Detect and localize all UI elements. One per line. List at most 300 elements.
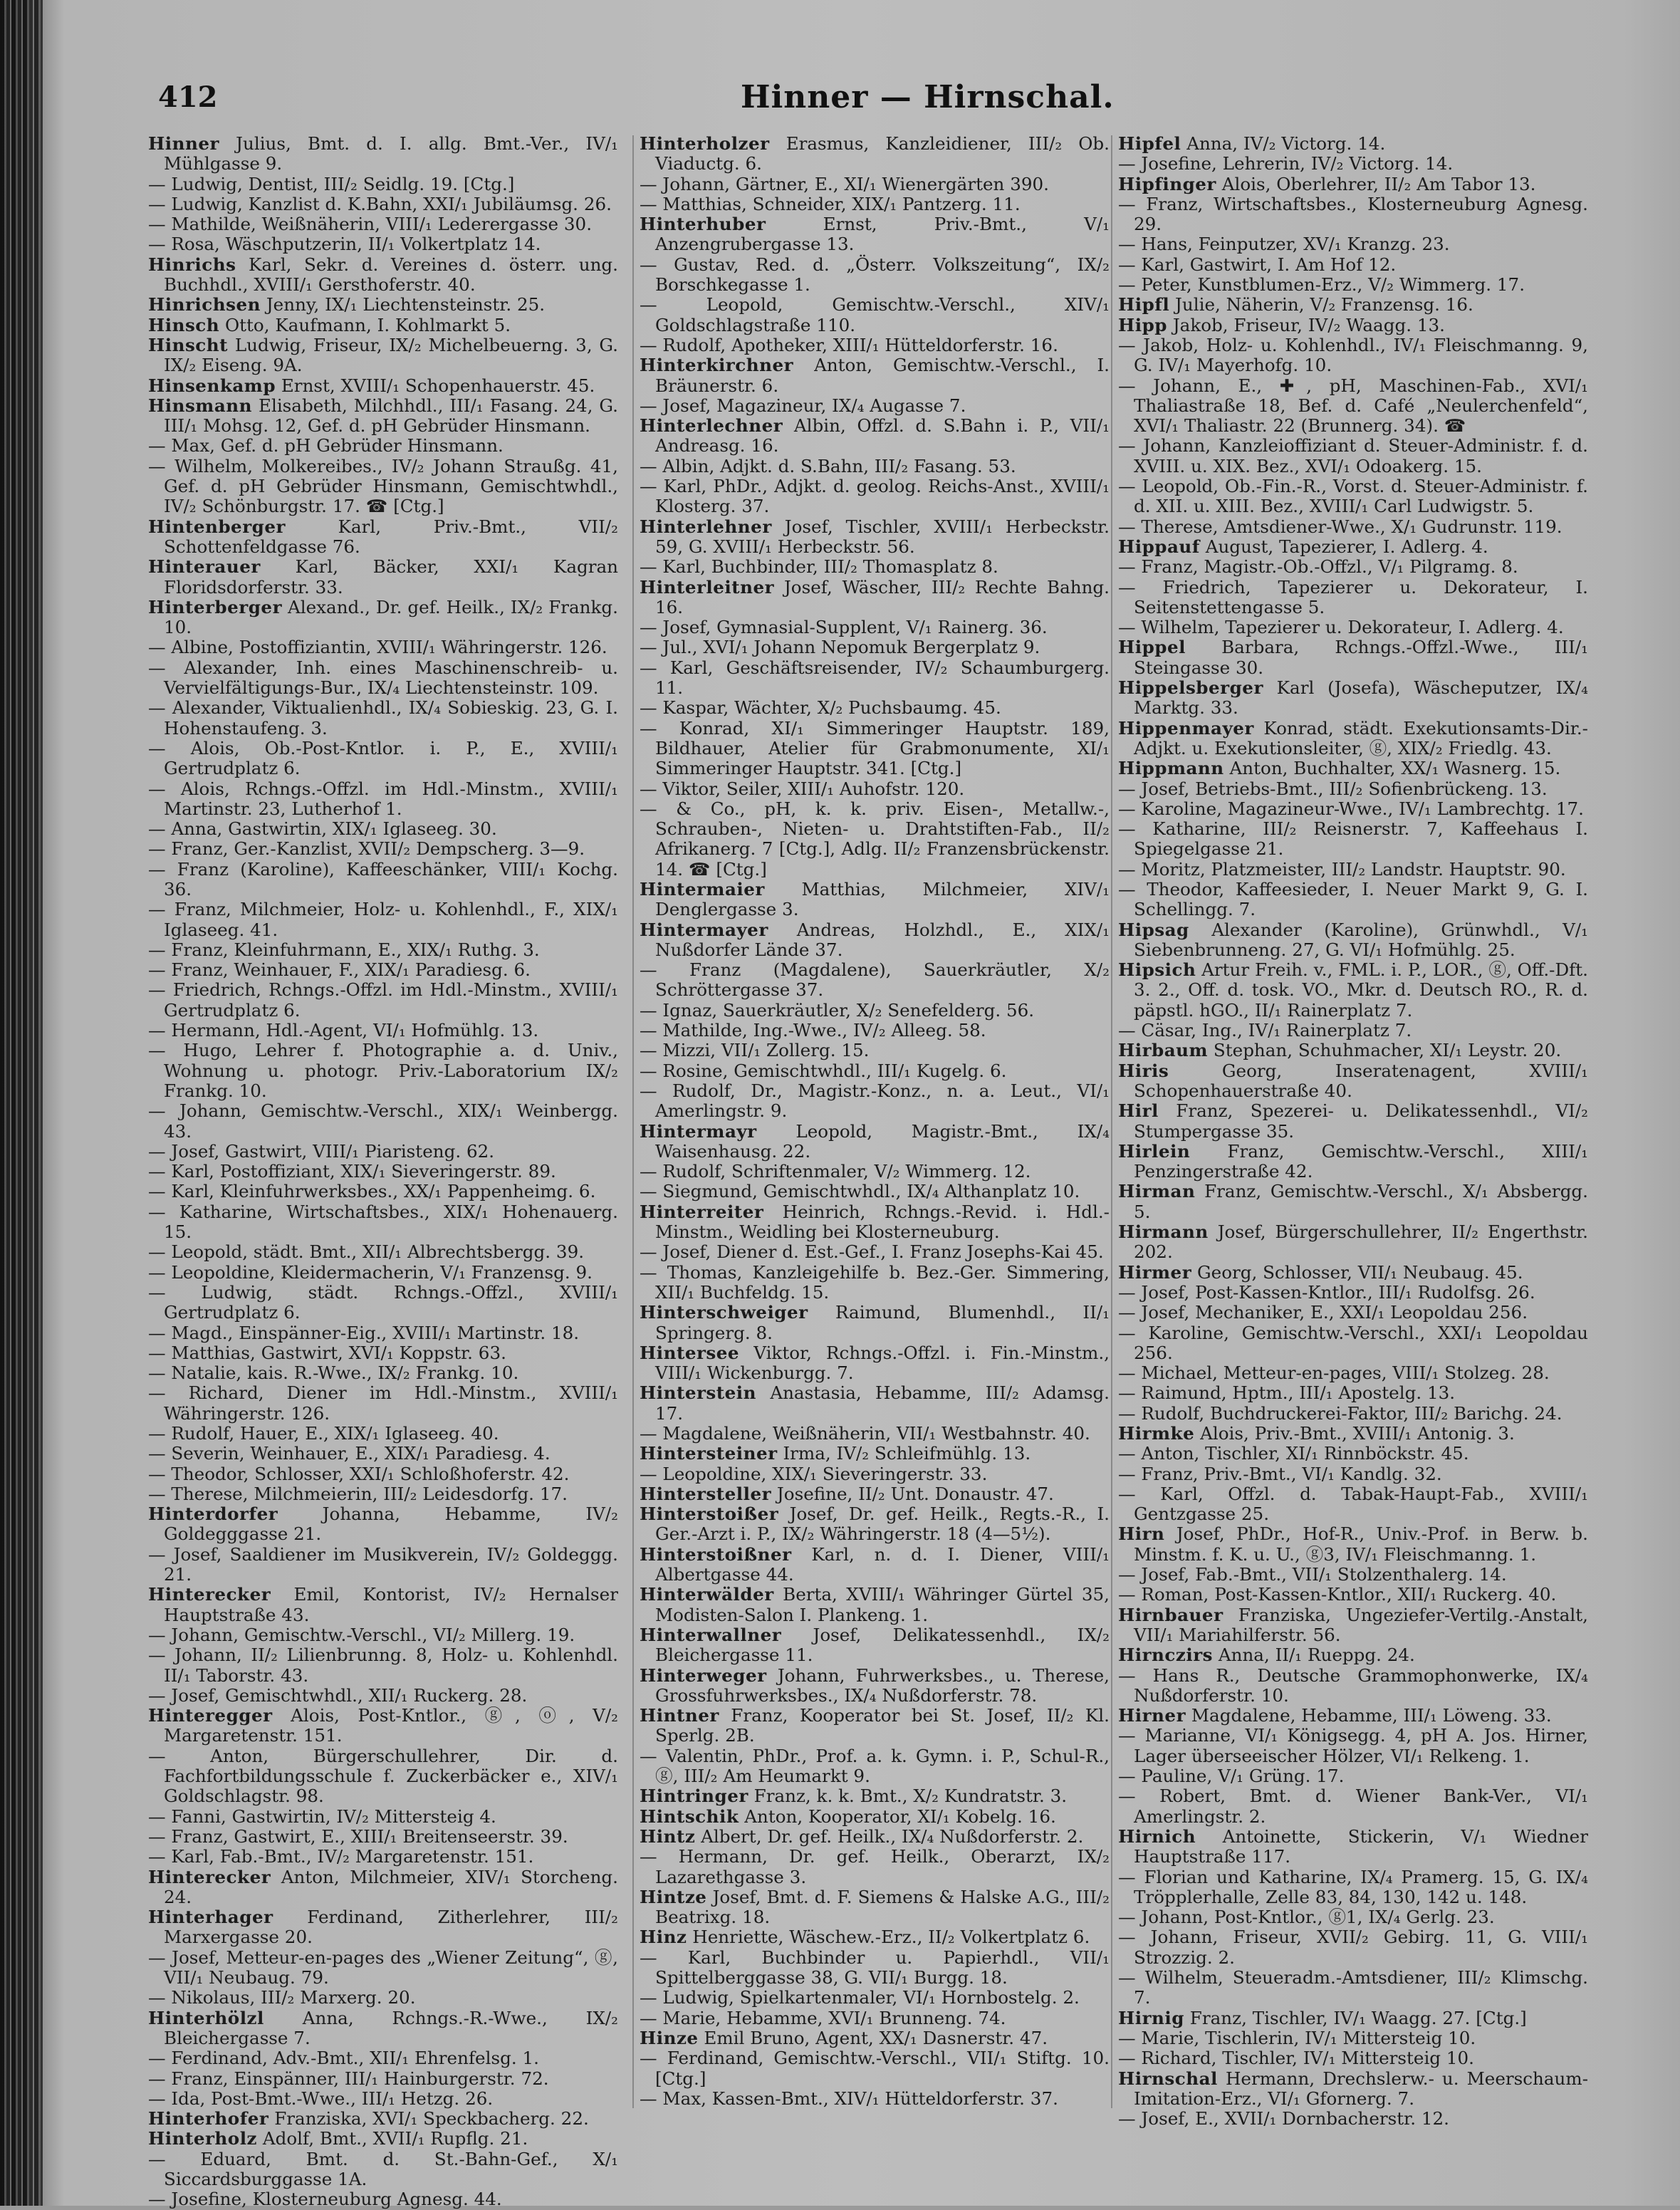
directory-entry: [148, 900, 618, 940]
entry-details: Stephan, Schuhmacher, XI/₁ Leystr. 20.: [1213, 1040, 1562, 1061]
directory-entry: [148, 1907, 618, 1948]
directory-entry: [640, 1001, 1110, 1021]
directory-entry: [640, 1807, 1110, 1827]
entry-details: — Albin, Adjkt. d. S.Bahn, III/₂ Fasang. 53.: [640, 455, 1016, 476]
directory-entry: [640, 2008, 1110, 2028]
column-divider: [1111, 135, 1112, 2108]
entry-details: — Natalie, kais. R.-Wwe., IX/₂ Frankg. 10.: [148, 1362, 519, 1384]
entry-surname: Hinz: [640, 1927, 687, 1948]
directory-entry: [640, 1847, 1110, 1887]
directory-entry: [1118, 1766, 1588, 1786]
directory-entry: [148, 2109, 618, 2129]
entry-details: — Gustav, Red. d. „Österr. Volkszeitung“, IX/₂ Borschkegasse 1.: [640, 254, 1110, 296]
directory-entry: [1118, 1424, 1588, 1444]
directory-entry: [640, 1081, 1110, 1122]
entry-details: — Karl, PhDr., Adjkt. d. geolog. Reichs-Anst., XVIII/₁ Klosterg. 37.: [640, 476, 1110, 517]
directory-entry: [1118, 1484, 1588, 1525]
directory-entry: [148, 860, 618, 900]
directory-entry: [148, 1424, 618, 1444]
entry-surname: Hinterecker: [148, 1584, 271, 1605]
book-spine: [0, 0, 43, 2206]
entry-details: — Matthias, Gastwirt, XVI/₁ Koppstr. 63.: [148, 1342, 506, 1363]
directory-entry: [1118, 1283, 1588, 1303]
entry-details: — Cäsar, Ing., IV/₁ Rainerplatz 7.: [1118, 1020, 1412, 1041]
entry-details: Josef, Dr. gef. Heilk., Regts.-R., I. Ger.-Arzt i. P., IX/₂ Währingerstr. 18 (4—5½).: [655, 1503, 1110, 1545]
directory-entry: [148, 214, 618, 234]
directory-entry: [148, 1746, 618, 1807]
directory-entry: [640, 1504, 1110, 1545]
entry-details: — Josefine, Lehrerin, IV/₂ Victorg. 14.: [1118, 153, 1454, 174]
entry-details: Viktor, Rchngs.-Offzl. i. Fin.-Minstm., VIII/₁ Wickenburgg. 7.: [655, 1342, 1110, 1384]
entry-details: — Wilhelm, Tapezierer u. Dekorateur, I. Adlerg. 4.: [1118, 617, 1564, 638]
directory-entry: [640, 214, 1110, 255]
directory-entry: [1118, 1383, 1588, 1403]
entry-details: — Therese, Amtsdiener-Wwe., X/₁ Gudrunstr. 119.: [1118, 516, 1562, 537]
directory-entry: [1118, 960, 1588, 1021]
entry-details: Albert, Dr. gef. Heilk., IX/₄ Nußdorferstr. 2.: [701, 1825, 1084, 1847]
entry-surname: Hipp: [1118, 314, 1167, 335]
entry-details: — Anna, Gastwirtin, XIX/₁ Iglaseeg. 30.: [148, 818, 497, 840]
entry-surname: Hinterstoißer: [640, 1503, 779, 1525]
directory-entry: [148, 1867, 618, 1908]
directory-entry: [640, 194, 1110, 214]
entry-details: — Therese, Milchmeierin, III/₂ Leidesdorfg. 17.: [148, 1483, 568, 1504]
entry-details: Barbara, Rchngs.-Offzl.-Wwe., III/₁ Steingasse 30.: [1134, 637, 1588, 678]
entry-details: — Konrad, XI/₁ Simmeringer Hauptstr. 189, Bildhauer, Atelier für Grabmonumente, XI/₁ Simmeringer Hauptstr. 341. [Ctg.]: [640, 717, 1110, 779]
entry-details: — Karoline, Gemischtw.-Verschl., XXI/₁ Leopoldau 256.: [1118, 1322, 1588, 1363]
entry-surname: Hintermaier: [640, 878, 765, 900]
entry-details: Konrad, städt. Exekutionsamts-Dir.-Adjkt. u. Exekutionsleiter, ⓖ, XIX/₂ Friedlg. 43.: [1134, 717, 1588, 759]
directory-entry: [640, 1041, 1110, 1060]
entry-details: — Theodor, Kaffeesieder, I. Neuer Markt 9, G. I. Schellingg. 7.: [1118, 878, 1588, 920]
directory-entry: [148, 2008, 618, 2049]
directory-entry: [148, 1847, 618, 1867]
entry-details: — Ludwig, Dentist, III/₂ Seidlg. 19. [Ctg.]: [148, 173, 515, 194]
directory-entry: [148, 134, 618, 174]
entry-details: Franz, Kooperator bei St. Josef, II/₂ Kl. Sperlg. 2B.: [655, 1705, 1110, 1746]
directory-entry: [1118, 1726, 1588, 1766]
entry-details: — Leopold, städt. Bmt., XII/₁ Albrechtsbergg. 39.: [148, 1241, 585, 1263]
directory-entry: [640, 396, 1110, 416]
entry-details: — Franz (Karoline), Kaffeeschänker, VIII/₁ Kochg. 36.: [148, 858, 618, 900]
entry-surname: Hinterberger: [148, 596, 283, 617]
directory-entry: [148, 1686, 618, 1706]
entry-surname: Hinterstoißner: [640, 1543, 792, 1565]
directory-entry: [1118, 557, 1588, 577]
directory-entry: [148, 1323, 618, 1343]
entry-details: Heinrich, Rchngs.-Revid. i. Hdl.-Minstm., Weidling bei Klosterneuburg.: [655, 1201, 1110, 1243]
directory-entry: [1118, 1605, 1588, 1646]
directory-entry: [148, 517, 618, 558]
entry-details: Artur Freih. v., FML. i. P., LOR., ⓖ, Off.-Dft. 3. 2., Off. d. tosk. VO., Mkr. d. Deutsch RO., R. d. päpstl. hGO., II/₁ Rainerplatz 7.: [1134, 959, 1588, 1021]
entry-details: — Alexander, Inh. eines Maschinenschreib- u. Vervielfältigungs-Bur., IX/₄ Liechtensteinstr. 109.: [148, 657, 618, 699]
entry-details: — Siegmund, Gemischtwhdl., IX/₄ Althanplatz 10.: [640, 1181, 1080, 1202]
entry-surname: Hinterlechner: [640, 415, 783, 437]
entry-details: — Ferdinand, Gemischtw.-Verschl., VII/₁ Stiftg. 10. [Ctg.]: [640, 2048, 1110, 2089]
directory-entry: [1118, 719, 1588, 759]
directory-entry: [640, 1343, 1110, 1384]
entry-details: — Ida, Post-Bmt.-Wwe., III/₁ Hetzg. 26.: [148, 2087, 494, 2109]
entry-details: — Franz, Kleinfuhrmann, E., XIX/₁ Ruthg. 3.: [148, 939, 540, 960]
entry-details: Alois, Oberlehrer, II/₂ Am Tabor 13.: [1221, 173, 1536, 194]
directory-entry: [148, 1343, 618, 1363]
entry-details: Antoinette, Stickerin, V/₁ Wiedner Hauptstraße 117.: [1134, 1825, 1588, 1867]
entry-details: — Max, Kassen-Bmt., XIV/₁ Hütteldorferstr. 37.: [640, 2087, 1058, 2109]
entry-surname: Hinterdorfer: [148, 1503, 278, 1525]
entry-details: Karl, Sekr. d. Vereines d. österr. ung. Buchhdl., XVIII/₁ Gersthoferstr. 40.: [164, 254, 618, 296]
entry-details: Matthias, Milchmeier, XIV/₁ Denglergasse 3.: [655, 878, 1110, 920]
directory-entry: [1118, 1263, 1588, 1283]
entry-details: Alois, Priv.-Bmt., XVIII/₁ Antonig. 3.: [1200, 1423, 1515, 1444]
entry-details: Leopold, Magistr.-Bmt., IX/₄ Waisenhausg. 22.: [655, 1120, 1110, 1162]
entry-details: Jakob, Friseur, IV/₂ Waagg. 13.: [1172, 314, 1445, 335]
directory-entry: [1118, 1303, 1588, 1323]
entry-details: — Rudolf, Buchdruckerei-Faktor, III/₂ Barichg. 24.: [1118, 1402, 1562, 1424]
directory-entry: [148, 940, 618, 960]
entry-details: — Magdalene, Weißnäherin, VII/₁ Westbahnstr. 40.: [640, 1423, 1090, 1444]
directory-entry: [1118, 376, 1588, 437]
running-head: Hinner — Hirnschal.: [741, 79, 1115, 115]
directory-entry: [148, 457, 618, 517]
directory-entry: [148, 1484, 618, 1504]
entry-details: — Franz, Priv.-Bmt., VI/₁ Kandlg. 32.: [1118, 1463, 1442, 1484]
directory-entry: [1118, 1444, 1588, 1464]
entry-surname: Hirn: [1118, 1523, 1165, 1545]
entry-details: Andreas, Holzhdl., E., XIX/₁ Nußdorfer Lände 37.: [655, 919, 1110, 960]
directory-entry: [640, 719, 1110, 779]
entry-surname: Hintersteller: [640, 1483, 772, 1504]
directory-entry: [1118, 819, 1588, 860]
entry-details: — Kaspar, Wächter, X/₂ Puchsbaumg. 45.: [640, 697, 1001, 719]
entry-surname: Hintermayr: [640, 1120, 757, 1142]
entry-details: — Johann, Kanzleioffiziant d. Steuer-Administr. f. d. XVIII. u. XIX. Bez., XVI/₁ Odoakerg. 15.: [1118, 435, 1588, 476]
directory-entry: [640, 134, 1110, 174]
directory-entry: [1118, 1142, 1588, 1182]
directory-entry: [1118, 275, 1588, 295]
directory-entry: [148, 1242, 618, 1262]
directory-entry: [1118, 174, 1588, 194]
entry-details: — Marie, Tischlerin, IV/₁ Mittersteig 10.: [1118, 2027, 1476, 2048]
directory-entry: [148, 1283, 618, 1323]
directory-entry: [1118, 1222, 1588, 1263]
entry-details: — Raimund, Hptm., III/₁ Apostelg. 13.: [1118, 1382, 1456, 1404]
entry-details: — Josef, Betriebs-Bmt., III/₂ Sofienbrückeng. 13.: [1118, 778, 1548, 799]
entry-details: Josef, Wäscher, III/₂ Rechte Bahng. 16.: [655, 576, 1110, 617]
entry-details: Josef, Tischler, XVIII/₁ Herbeckstr. 59, G. XVIII/₁ Herbeckstr. 56.: [655, 516, 1110, 557]
entry-details: — Richard, Diener im Hdl.-Minstm., XVIII/₁ Währingerstr. 126.: [148, 1382, 618, 1424]
directory-entry: [1118, 779, 1588, 799]
directory-entry: [1118, 1927, 1588, 1968]
entry-details: — Rosa, Wäschputzerin, II/₁ Volkertplatz 14.: [148, 234, 541, 255]
entry-details: Franz, Gemischtw.-Verschl., X/₁ Absbergg. 5.: [1134, 1181, 1588, 1222]
entry-details: — Friedrich, Rchngs.-Offzl. im Hdl.-Minstm., XVIII/₁ Gertrudplatz 6.: [148, 979, 618, 1021]
entry-details: Josef, PhDr., Hof-R., Univ.-Prof. in Berw. b. Minstm. f. K. u. U., ⓖ3, IV/₁ Fleischmanng. 1.: [1134, 1523, 1588, 1565]
entry-surname: Hirnbauer: [1118, 1604, 1224, 1625]
entry-details: Franz, k. k. Bmt., X/₂ Kundratstr. 3.: [753, 1786, 1068, 1807]
directory-entry: [1118, 920, 1588, 961]
entry-details: — Matthias, Schneider, XIX/₁ Pantzerg. 11.: [640, 193, 1021, 214]
entry-details: Adolf, Bmt., XVII/₁ Rupflg. 21.: [262, 2128, 528, 2149]
directory-entry: [148, 839, 618, 859]
entry-details: — Josef, Metteur-en-pages des „Wiener Zeitung“, ⓖ, VII/₁ Neubaug. 79.: [148, 1946, 618, 1989]
entry-surname: Hintersteiner: [640, 1443, 778, 1464]
entry-details: — & Co., pH, k. k. priv. Eisen-, Metallw.-, Schrauben-, Nieten- u. Drahtstiften-Fab., II/₂ Afrikanerg. 7 [Ctg.], Adlg. II/₂ Franzensbrückenstr. 14. ☎ [Ctg.]: [640, 798, 1110, 880]
entry-details: — Johann, Gemischtw.-Verschl., XIX/₁ Weinbergg. 43.: [148, 1100, 618, 1142]
directory-entry: [1118, 154, 1588, 174]
entry-details: — Hermann, Hdl.-Agent, VI/₁ Hofmühlg. 13.: [148, 1020, 539, 1041]
directory-entry: [640, 355, 1110, 396]
directory-entry: [640, 1303, 1110, 1343]
directory-entry: [1118, 1786, 1588, 1827]
directory-entry: [1118, 759, 1588, 778]
directory-entry: [640, 255, 1110, 296]
entry-details: Alois, Post-Kntlor., ⓖ, ⓞ, V/₂ Margaretenstr. 151.: [164, 1705, 618, 1746]
entry-surname: Hipsag: [1118, 919, 1189, 940]
directory-entry: [148, 1464, 618, 1484]
entry-surname: Hinsmann: [148, 395, 253, 416]
entry-details: — Josef, Diener d. Est.-Gef., I. Franz Josephs-Kai 45.: [640, 1241, 1104, 1263]
directory-entry: [148, 1545, 618, 1585]
directory-entry: [148, 1988, 618, 2008]
entry-details: Josef, Bürgerschullehrer, II/₂ Engerthstr. 202.: [1134, 1221, 1588, 1263]
entry-details: — Ludwig, städt. Rchngs.-Offzl., XVIII/₁ Gertrudplatz 6.: [148, 1281, 618, 1323]
directory-entry: [148, 1625, 618, 1645]
directory-entry: [640, 517, 1110, 558]
entry-details: Georg, Schlosser, VII/₁ Neubaug. 45.: [1197, 1261, 1523, 1283]
directory-column-2: [640, 134, 1110, 2185]
entry-surname: Hintringer: [640, 1786, 748, 1807]
column-divider: [632, 135, 634, 2108]
directory-entry: [148, 1948, 618, 1989]
directory-entry: [148, 598, 618, 638]
entry-details: — Rudolf, Hauer, E., XIX/₁ Iglaseeg. 40.: [148, 1423, 499, 1444]
entry-details: Elisabeth, Milchhdl., III/₁ Fasang. 24, G. III/₁ Mohsg. 12, Gef. d. pH Gebrüder Hinsmann.: [164, 395, 618, 437]
entry-details: — Franz, Weinhauer, F., XIX/₁ Paradiesg. 6.: [148, 959, 531, 981]
entry-details: August, Tapezierer, I. Adlerg. 4.: [1205, 536, 1488, 557]
entry-details: — Theodor, Schlosser, XXI/₁ Schloßhoferstr. 42.: [148, 1463, 570, 1484]
entry-surname: Hipfel: [1118, 133, 1181, 154]
entry-surname: Hinner: [148, 133, 219, 154]
directory-entry: [1118, 1061, 1588, 1102]
entry-surname: Hippenmayer: [1118, 717, 1254, 739]
entry-surname: Hipfl: [1118, 294, 1170, 316]
directory-entry: [148, 980, 618, 1021]
entry-details: Erasmus, Kanzleidiener, III/₂ Ob. Viaductg. 6.: [655, 133, 1110, 174]
entry-details: — Marie, Hebamme, XVI/₁ Brunneng. 74.: [640, 2007, 1006, 2028]
entry-surname: Hinterstein: [640, 1382, 757, 1404]
entry-details: — Josefine, Klosterneuburg Agnesg. 44.: [148, 2189, 502, 2210]
directory-entry: [1118, 578, 1588, 618]
directory-entry: [1118, 316, 1588, 335]
entry-surname: Hinterreiter: [640, 1201, 764, 1222]
directory-entry: [148, 1444, 618, 1464]
entry-details: Ernst, XVIII/₁ Schopenhauerstr. 45.: [281, 375, 595, 396]
entry-details: — Franz, Einspänner, III/₁ Hainburgerstr. 72.: [148, 2068, 549, 2089]
entry-details: — Robert, Bmt. d. Wiener Bank-Ver., VI/₁ Amerlingstr. 2.: [1118, 1786, 1588, 1827]
directory-entry: [148, 1504, 618, 1545]
directory-entry: [1118, 295, 1588, 315]
directory-entry: [148, 637, 618, 657]
entry-details: — Wilhelm, Molkereibes., IV/₂ Johann Straußg. 41, Gef. d. pH Gebrüder Hinsmann, Gemischtwhdl., IV/₂ Schönburgstr. 17. ☎ [Ctg.]: [148, 455, 618, 517]
entry-details: — Jul., XVI/₁ Johann Nepomuk Bergerplatz 9.: [640, 637, 1040, 658]
entry-surname: Hinterholzer: [640, 133, 770, 154]
directory-entry: [148, 1263, 618, 1283]
directory-entry: [640, 799, 1110, 880]
entry-details: — Anton, Bürgerschullehrer, Dir. d. Fachfortbildungsschule f. Zuckerbäcker e., XIV/₁ Goldschlagstr. 98.: [148, 1745, 618, 1807]
directory-entry: [148, 436, 618, 456]
directory-entry: [640, 416, 1110, 457]
entry-details: — Karl, Fab.-Bmt., IV/₂ Margaretenstr. 151.: [148, 1846, 534, 1867]
entry-surname: Hirbaum: [1118, 1040, 1209, 1061]
directory-entry: [148, 960, 618, 980]
entry-details: — Viktor, Seiler, XIII/₁ Auhofstr. 120.: [640, 778, 965, 799]
directory-entry: [148, 1827, 618, 1847]
directory-entry: [640, 1444, 1110, 1464]
entry-details: Josefine, II/₂ Unt. Donaustr. 47.: [776, 1483, 1054, 1504]
entry-details: — Mizzi, VII/₁ Zollerg. 15.: [640, 1040, 870, 1061]
entry-details: — Karl, Geschäftsreisender, IV/₂ Schaumburgerg. 11.: [640, 657, 1110, 699]
entry-details: — Josef, Post-Kassen-Kntlor., III/₁ Rudolfsg. 26.: [1118, 1281, 1535, 1303]
directory-entry: [640, 1383, 1110, 1424]
entry-details: — Johann, II/₂ Lilienbrunng. 8, Holz- u. Kohlenhdl. II/₁ Taborstr. 43.: [148, 1645, 618, 1686]
directory-entry: [148, 2129, 618, 2149]
directory-entry: [1118, 1565, 1588, 1585]
entry-surname: Hintersee: [640, 1342, 740, 1363]
entry-surname: Hinterleitner: [640, 576, 775, 598]
directory-entry: [1118, 1907, 1588, 1927]
entry-surname: Hinterschweiger: [640, 1302, 808, 1323]
entry-details: Anton, Milchmeier, XIV/₁ Storcheng. 24.: [164, 1866, 618, 1907]
directory-entry: [148, 2048, 618, 2068]
entry-surname: Hinterwallner: [640, 1624, 782, 1645]
directory-entry: [1118, 2048, 1588, 2068]
directory-entry: [640, 637, 1110, 657]
entry-details: — Josef, Gymnasial-Supplent, V/₁ Rainerg. 36.: [640, 617, 1048, 638]
directory-entry: [148, 234, 618, 254]
entry-details: Berta, XVIII/₁ Währinger Gürtel 35, Modisten-Salon I. Plankeng. 1.: [655, 1584, 1110, 1625]
entry-details: Magdalene, Hebamme, III/₁ Löweng. 33.: [1191, 1705, 1552, 1726]
directory-entry: [640, 1666, 1110, 1706]
directory-entry: [148, 1101, 618, 1142]
entry-details: — Hugo, Lehrer f. Photographie a. d. Univ., Wohnung u. photogr. Priv.-Laboratorium IX/₂ Frankg. 10.: [148, 1040, 618, 1101]
entry-surname: Hipsich: [1118, 959, 1196, 981]
entry-details: — Karoline, Magazineur-Wwe., IV/₁ Lambrechtg. 17.: [1118, 798, 1584, 819]
directory-entry: [1118, 678, 1588, 719]
entry-details: — Eduard, Bmt. d. St.-Bahn-Gef., X/₁ Siccardsburggasse 1A.: [148, 2148, 618, 2189]
directory-entry: [640, 1927, 1110, 1947]
entry-details: — Ferdinand, Adv.-Bmt., XII/₁ Ehrenfelsg. 1.: [148, 2048, 539, 2069]
entry-details: — Valentin, PhDr., Prof. a. k. Gymn. i. P., Schul-R., ⓖ, III/₂ Am Heumarkt 9.: [640, 1745, 1110, 1787]
entry-surname: Hinsenkamp: [148, 375, 276, 396]
directory-entry: [148, 174, 618, 194]
directory-entry: [148, 2189, 618, 2209]
directory-entry: [1118, 617, 1588, 637]
entry-details: Hermann, Drechslerw.- u. Meerschaum-Imitation-Erz., VI/₁ Gfornerg. 7.: [1134, 2068, 1588, 2109]
entry-surname: Hirmke: [1118, 1423, 1195, 1444]
entry-details: Anna, Rchngs.-R.-Wwe., IX/₂ Bleichergasse 7.: [164, 2007, 618, 2048]
directory-entry: [1118, 134, 1588, 154]
directory-entry: [148, 2089, 618, 2109]
directory-entry: [640, 476, 1110, 517]
entry-details: — Leopold, Ob.-Fin.-R., Vorst. d. Steuer-Administr. f. d. XII. u. XIII. Bez., XVIII/₁ Carl Ludwigstr. 5.: [1118, 476, 1588, 517]
entry-details: Ludwig, Friseur, IX/₂ Michelbeuerng. 3, G. IX/₂ Eiseng. 9A.: [164, 334, 618, 376]
entry-details: Josef, Delikatessenhdl., IX/₂ Bleichergasse 11.: [655, 1624, 1110, 1666]
directory-entry: [640, 1484, 1110, 1504]
entry-details: — Katharine, Wirtschaftsbes., XIX/₁ Hohenauerg. 15.: [148, 1201, 618, 1243]
entry-details: — Josef, Gemischtwhdl., XII/₁ Ruckerg. 28.: [148, 1684, 528, 1706]
entry-details: Julius, Bmt. d. I. allg. Bmt.-Ver., IV/₁ Mühlgasse 9.: [164, 133, 618, 174]
directory-entry: [148, 396, 618, 437]
entry-details: — Moritz, Platzmeister, III/₂ Landstr. Hauptstr. 90.: [1118, 858, 1566, 880]
entry-surname: Hinteregger: [148, 1705, 273, 1726]
directory-entry: [640, 617, 1110, 637]
entry-details: — Johann, Friseur, XVII/₂ Gebirg. 11, G. VIII/₁ Strozzig. 2.: [1118, 1927, 1588, 1968]
directory-entry: [1118, 255, 1588, 275]
directory-entry: [640, 1948, 1110, 1989]
entry-details: Anna, II/₁ Rueppg. 24.: [1218, 1645, 1415, 1666]
entry-details: Albin, Offzl. d. S.Bahn i. P., VII/₁ Andreasg. 16.: [655, 415, 1110, 457]
entry-details: — Max, Gef. d. pH Gebrüder Hinsmann.: [148, 435, 504, 457]
directory-entry: [1118, 1867, 1588, 1908]
entry-details: Otto, Kaufmann, I. Kohlmarkt 5.: [225, 314, 511, 335]
directory-entry: [148, 1202, 618, 1243]
entry-details: Ernst, Priv.-Bmt., V/₁ Anzengrubergasse 13.: [655, 214, 1110, 255]
entry-surname: Hinrichs: [148, 254, 236, 275]
directory-entry: [148, 255, 618, 296]
directory-entry: [640, 1827, 1110, 1847]
entry-details: — Wilhelm, Steueradm.-Amtsdiener, III/₂ Klimschg. 7.: [1118, 1967, 1588, 2008]
entry-surname: Hinterkirchner: [640, 355, 794, 376]
entry-surname: Hintschik: [640, 1805, 739, 1827]
directory-entry: [1118, 2008, 1588, 2028]
directory-entry: [640, 779, 1110, 799]
entry-details: Karl, Bäcker, XXI/₁ Kagran Floridsdorferstr. 33.: [164, 556, 618, 598]
directory-entry: [148, 1706, 618, 1746]
entry-surname: Hirnig: [1118, 2007, 1184, 2028]
directory-entry: [640, 295, 1110, 335]
directory-entry: [1118, 517, 1588, 537]
entry-details: — Karl, Offzl. d. Tabak-Haupt-Fab., XVIII/₁ Gentzgasse 25.: [1118, 1483, 1588, 1525]
directory-entry: [1118, 436, 1588, 476]
entry-surname: Hinrichsen: [148, 294, 261, 316]
entry-details: Henriette, Wäschew.-Erz., II/₂ Volkertplatz 6.: [692, 1927, 1090, 1948]
entry-details: Irma, IV/₂ Schleifmühlg. 13.: [783, 1443, 1031, 1464]
directory-entry: [1118, 1041, 1588, 1060]
entry-details: — Karl, Buchbinder u. Papierhdl., VII/₁ Spittelberggasse 38, G. VII/₁ Burgg. 18.: [640, 1946, 1110, 1989]
entry-details: — Ludwig, Spielkartenmaler, VI/₁ Hornbostelg. 2.: [640, 1987, 1080, 2008]
entry-details: — Anton, Tischler, XI/₁ Rinnböckstr. 45.: [1118, 1443, 1469, 1464]
entry-details: — Mathilde, Weißnäherin, VIII/₁ Lederergasse 30.: [148, 214, 593, 235]
entry-details: — Alexander, Viktualienhdl., IX/₄ Sobieskig. 23, G. I. Hohenstaufeng. 3.: [148, 697, 618, 739]
entry-details: — Karl, Buchbinder, III/₂ Thomasplatz 8.: [640, 556, 998, 578]
directory-entry: [148, 316, 618, 335]
entry-surname: Hinze: [640, 2027, 699, 2048]
directory-entry: [1118, 2028, 1588, 2048]
directory-entry: [148, 2149, 618, 2190]
entry-details: Alexander (Karoline), Grünwhdl., V/₁ Siebenbrunneng. 27, G. VI/₁ Hofmühlg. 25.: [1134, 919, 1588, 960]
entry-details: — Josef, E., XVII/₁ Dornbacherstr. 12.: [1118, 2108, 1449, 2130]
directory-entry: [1118, 2069, 1588, 2110]
entry-details: — Leopold, Gemischtw.-Verschl., XIV/₁ Goldschlagstraße 110.: [640, 294, 1110, 335]
entry-details: — Florian und Katharine, IX/₄ Pramerg. 15, G. IX/₄ Tröpplerhalle, Zelle 83, 84, 130, 142 u. 148.: [1118, 1866, 1588, 1907]
directory-entry: [640, 1182, 1110, 1202]
entry-details: — Rudolf, Schriftenmaler, V/₂ Wimmerg. 12.: [640, 1161, 1031, 1182]
page-number: 412: [158, 80, 218, 114]
directory-entry: [148, 1142, 618, 1162]
directory-entry: [1118, 880, 1588, 920]
entry-details: Ferdinand, Zitherlehrer, III/₂ Marxergasse 20.: [164, 1907, 618, 1948]
directory-entry: [640, 960, 1110, 1001]
